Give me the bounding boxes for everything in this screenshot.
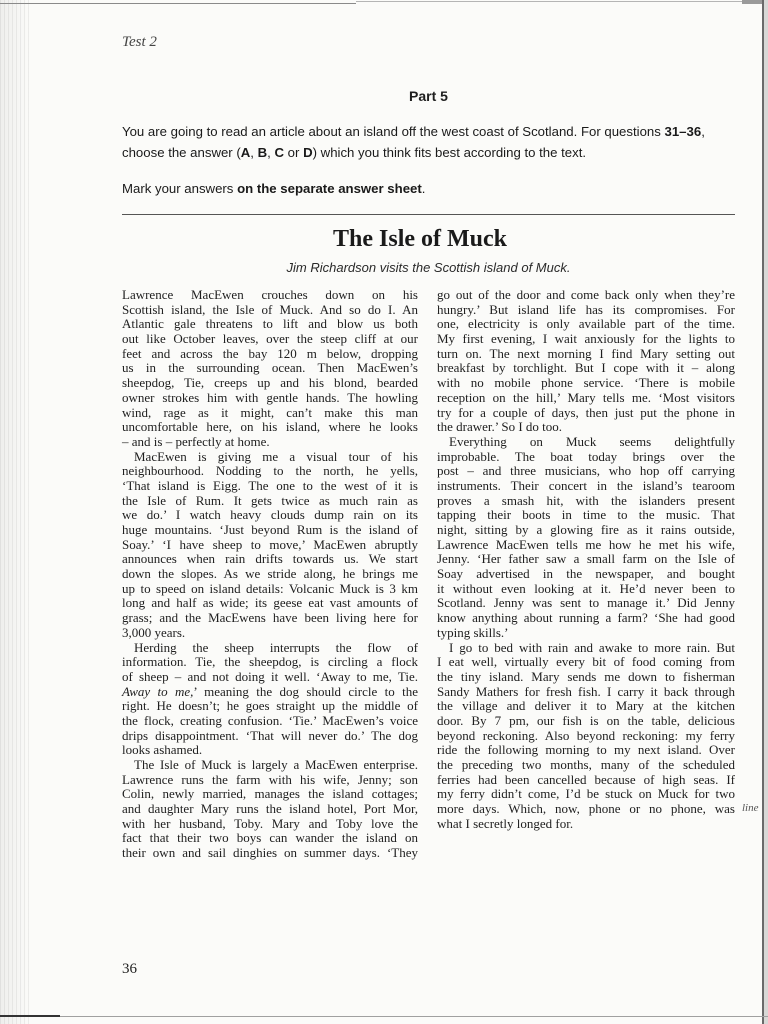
line-text: Scottish island, the Isle of Muck. And so do I. An [122,301,418,317]
article-line [122,420,418,435]
line-text: what I secretly longed for. [437,815,574,831]
line-text: the preceding two months, many of the scheduled [437,757,735,772]
article-line [437,464,735,479]
article-line [122,626,418,641]
article-line [437,743,735,758]
bold-text: on the separate answer sheet [237,181,422,196]
article-line [437,787,735,802]
line-text: the village and deliver it to Mary at the kitchen [437,698,735,714]
line-text: turn on. The next morning I find Mary setting out [437,345,735,361]
line-text: huge mountains. ‘Just beyond Rum is the island of [122,522,418,537]
line-text: Colin, newly married, manages the island cottages; [122,786,418,802]
italic-text: Away to me, [122,683,194,699]
line-text: MacEwen is giving me a visual tour of his [134,448,418,464]
line-text: and daughter Mary runs the island hotel, Port Mor, [122,801,418,817]
article-line [122,685,418,700]
article-line [122,831,418,846]
article-line [437,347,735,362]
scan-edge-bottom-mark [0,1015,60,1017]
line-text: I eat well, virtually every bit of food coming from [437,654,735,670]
article-line [437,685,735,700]
line-text: I go to bed with rain and awake to more rain. But [449,639,735,655]
line-text: 3,000 years. [122,624,186,640]
line-text: Scotland. Jenny was sent to manage it.’ Did Jenny [437,595,735,611]
text-run: , [267,145,275,160]
article-line [437,435,735,450]
test-label: Test 2 [122,34,157,50]
article-line [437,582,735,597]
article-line [437,303,735,318]
line-text: drips disappointment. ‘That will never do.’ The dog [122,727,418,743]
text-run: Mark your answers [122,181,238,196]
article-line [122,758,418,773]
line-text: Herding the sheep interrupts the flow of [134,639,418,655]
article-line [437,450,735,465]
article-line [437,508,735,523]
line-text: – and is – perfectly at home. [122,433,270,449]
line-text [122,145,586,160]
line-text: looks ashamed. [122,742,203,758]
article-line [122,670,418,685]
line-text: information. Tie, the sheepdog, is circling a flock [122,654,418,670]
line-text: breakfast by torchlight. But I cope with it – along [437,360,735,376]
line-text [122,181,425,196]
line-text: reception on the hill,’ Mary tells me. ‘Most visitors [437,389,735,405]
article-title: The Isle of Muck [333,226,507,252]
article-line [122,435,418,450]
article-line [437,611,735,626]
line-text: the Isle of Rum. It gets twice as much rain as [122,492,418,508]
article-line [122,332,418,347]
article-line [437,596,735,611]
line-text: The Isle of Muck is largely a MacEwen enterprise. [134,757,418,772]
article-line [122,303,418,318]
instruction-divider [122,214,735,215]
line-text: out like October leaves, over the steep cliff at our [122,331,418,347]
scan-edge-shade [764,0,768,1024]
article-line [437,655,735,670]
article-line [122,406,418,421]
article-column-right [437,288,735,831]
line-text: Everything on Muck seems delightfully [449,433,735,449]
line-text: ferries had been cancelled because of high seas. If [437,771,735,787]
line-text: owner strokes him with gentle hands. The howling [122,389,418,405]
article-line [122,288,418,303]
article-line [122,611,418,626]
line-text: the flock, creating confusion. ‘Tie.’ MacEwen’s voice [122,712,418,728]
line-text: post – and three musicians, who hop off carrying [437,463,735,479]
article-line [437,670,735,685]
line-text: uncomfortable here, on his island, where he looks [122,419,418,435]
line-text: feet and across the bay 120 m below, dropping [122,345,418,361]
line-text: the drawer.’ So I do too. [437,419,563,435]
margin-line-note: line [742,802,759,814]
article-line [437,361,735,376]
line-text: instruments. Their concert in the island’s tearoom [437,477,735,493]
article-line [122,699,418,714]
article-line [437,817,735,832]
line-text: door. By 7 pm, our fish is on the table, delicious [437,712,735,728]
text-run: ) which you think fits best according to the text. [312,145,587,160]
line-text: their own and sail dinghies on summer days. ‘They [122,845,418,861]
line-text: Atlantic gale threatens to lift and blow us both [122,316,418,332]
article-line [122,552,418,567]
article-line [122,655,418,670]
article-line [122,361,418,376]
text-run: , [250,145,258,160]
article-line [437,391,735,406]
article-line [437,699,735,714]
page-number: 36 [122,961,137,977]
bold-text: C [274,145,285,160]
article-line [437,479,735,494]
article-line [437,729,735,744]
scan-edge-notch [742,0,762,4]
line-text: fact that their two boys can wander the island on [122,830,418,846]
text-run: or [284,145,304,160]
line-text: know anything about running a farm? ‘She had good [437,610,735,626]
article-line [437,552,735,567]
line-text: Jenny. ‘Her father saw a small farm on the Isle of [437,551,735,567]
article-line [122,787,418,802]
article-line [437,406,735,421]
article-line [122,347,418,362]
article-line [122,523,418,538]
article-line [437,758,735,773]
article-subtitle: Jim Richardson visits the Scottish island of Muck. [286,260,571,275]
line-text: the tiny island. Mary sends me down to fisherman [437,668,735,684]
bold-text: D [303,145,313,160]
line-text: beyond reckoning. Also beyond reckoning: my ferry [437,727,735,743]
line-text [122,684,418,699]
line-text: right. He doesn’t; he goes straight up the middle of [122,698,418,714]
line-text: Soay.’ ‘I have sheep to move,’ MacEwen abruptly [122,536,418,552]
text-run: . [421,181,426,196]
line-text: Soay advertised in the newspaper, and bought [437,566,735,582]
line-text: more days. Which, now, phone or no phone, was [437,801,735,817]
article-line [122,567,418,582]
article-line [122,802,418,817]
answer-sheet-instruction [122,180,735,198]
line-text: tapping their boots in time to the music. That [437,507,735,523]
text-run: , [701,124,705,139]
line-text: improbable. The boat today brings over the [437,448,735,464]
line-text: go out of the door and come back only when they’re [437,287,735,302]
line-text: ‘That island is Eigg. The one to the west of it is [122,477,418,493]
scan-edge-bottom [0,1016,768,1017]
line-text: one, electricity is only available part of the time. [437,316,735,332]
text-run: choose the answer ( [122,145,241,160]
article-line [122,729,418,744]
line-text: announces when rain drifts towards us. We start [122,551,418,567]
article-line [122,464,418,479]
line-text: down the slopes. As we stride along, he brings me [122,566,418,582]
line-text: up to speed on island details: Volcanic Muck is 3 km [122,580,418,596]
article-line [437,641,735,656]
line-text: with her husband, Toby. Mary and Toby love the [122,815,418,831]
line-text: proves a smash hit, with the islanders present [437,492,735,508]
article-line [122,773,418,788]
article-line [437,626,735,641]
line-text: of sheep – and not doing it well. ‘Away to me, Tie. [122,668,418,684]
line-text: with no mobile phone service. ‘There is mobile [437,375,735,391]
scan-margin-texture [0,0,30,1024]
line-text: us in the surrounding ocean. Then MacEwen’s [122,360,418,376]
article-line [122,317,418,332]
line-text: Lawrence MacEwen crouches down on his [122,287,418,302]
line-text: long and half as wide; its geese eat vast amounts of [122,595,418,611]
article-line [122,582,418,597]
instructions-line [122,123,735,141]
article-line [122,494,418,509]
line-text: my ferry didn’t come, I’d be stuck on Muck for two [437,786,735,802]
article-line [122,596,418,611]
bold-text: 31–36 [664,124,702,139]
line-text: sheepdog, Tie, creeps up and his blond, bearded [122,375,418,391]
article-line [437,773,735,788]
article-line [437,802,735,817]
article-line [122,846,418,861]
article-line [437,317,735,332]
article-line [437,332,735,347]
scan-edge-right [762,0,764,1024]
article-line [122,508,418,523]
article-line [122,376,418,391]
line-text [122,124,705,139]
article-line [122,743,418,758]
line-text: My first evening, I wait anxiously for the lights to [437,331,735,347]
article-line [437,567,735,582]
line-text: it without even looking at it. He’d never been to [437,580,735,596]
line-text: Sandy Mathers for fresh fish. I carry it back through [437,683,735,699]
article-line [122,641,418,656]
article-line [122,714,418,729]
article-line [437,714,735,729]
article-line [437,288,735,303]
line-text: wind, rage as it might, can’t make this man [122,404,418,420]
scan-edge-top [0,3,356,4]
line-text: ride the following morning to my next island. Over [437,742,735,758]
line-text: hungry.’ But island life has its compromises. For [437,301,735,317]
bold-text: A [240,145,251,160]
line-text: we do.’ I watch heavy clouds dump rain on its [122,507,418,523]
article-line [437,538,735,553]
article-line [437,376,735,391]
scan-edge-top [356,1,742,2]
text-run: You are going to read an article about an island off the west coast of Scotland. For questions [122,124,665,139]
line-text: night, sitting by a glowing fire as it rains outside, [437,522,735,537]
line-text: neighbourhood. Nodding to the north, he yells, [122,463,418,479]
line-text: try for a couple of days, then just put the phone in [437,404,735,420]
article-line [437,494,735,509]
part-title: Part 5 [409,88,448,104]
line-text: grass; and the MacEwens have been living here for [122,610,418,626]
article-line [122,450,418,465]
line-text: Lawrence MacEwen tells me how he met his wife, [437,536,735,552]
article-line [122,817,418,832]
article-line [437,420,735,435]
line-text: typing skills.’ [437,624,509,640]
article-line [122,479,418,494]
bold-text: B [257,145,268,160]
line-text: Lawrence runs the farm with his wife, Jenny; son [122,771,418,787]
article-line [122,538,418,553]
text-run: ’ meaning the dog should circle to the [193,683,418,699]
article-line [122,391,418,406]
instructions-line [122,144,735,162]
article-column-left [122,288,418,861]
article-line [437,523,735,538]
